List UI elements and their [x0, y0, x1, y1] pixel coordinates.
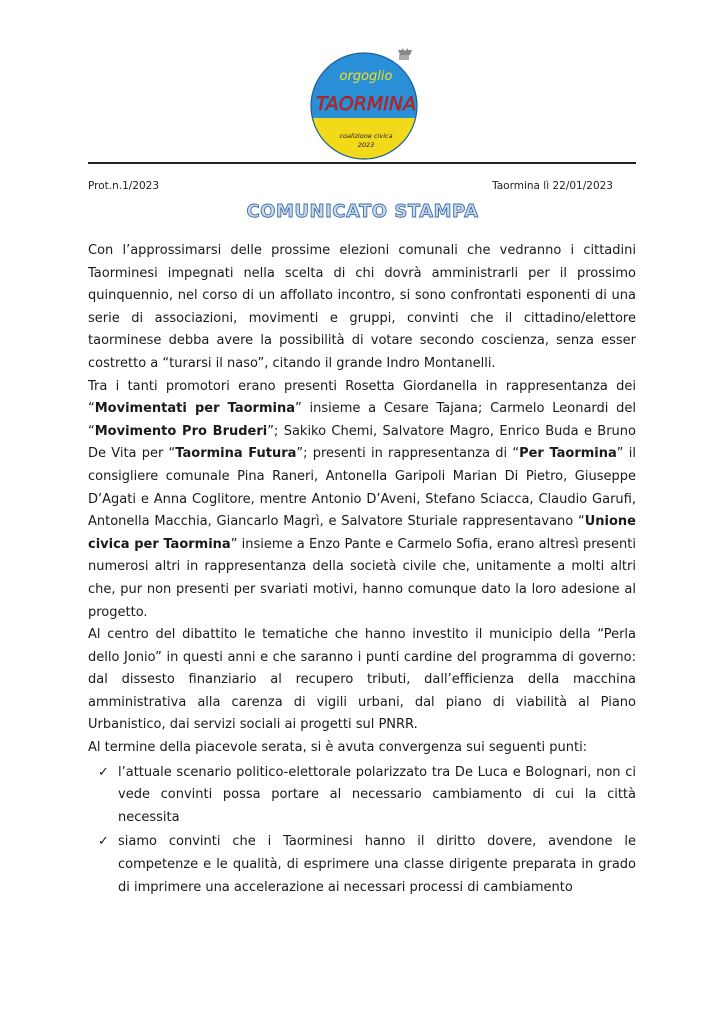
group-pro-bruderi: Movimento Pro Bruderi: [94, 423, 268, 439]
promoters-text-4: ”; presenti in rappresentanza di “: [296, 446, 520, 462]
promoters-text-3: ”; Sakiko Chemi, Salvatore Magro, Enrico Buda e Bruno De Vita per “: [88, 423, 636, 462]
checkmark-icon: ✓: [98, 834, 109, 850]
promoters-text-2: ” insieme a Cesare Tajana; Carmelo Leonardi del “: [88, 401, 636, 439]
logo-line4: 2023: [357, 141, 375, 149]
group-taormina-futura: Taormina Futura: [175, 446, 297, 462]
agreement-list: [88, 762, 636, 900]
group-movimentati: Movimentati per Taormina: [94, 401, 295, 417]
list-item-text: siamo convinti che i Taorminesi hanno il diritto dovere, avendone le competenze e le qualità, di esprimere una classe dirigente preparata in grado di imprimere una accelerazione ai necessari processi di cambiamento: [118, 834, 636, 895]
paragraph-promoters: [88, 376, 636, 625]
paragraph-conclusion: Al termine della piacevole serata, si è avuta convergenza sui seguenti punti:: [88, 740, 588, 756]
header-divider: [88, 162, 636, 164]
logo-line2: TAORMINA: [315, 93, 417, 115]
list-item-text: l’attuale scenario politico-elettorale polarizzato tra De Luca e Bolognari, non ci vede convinti possa portare al necessario cambiamento di cui la città necessita: [118, 764, 636, 825]
paragraph-intro: Con l’approssimarsi delle prossime elezioni comunali che vedranno i cittadini Taorminesi impegnati nella scelta di chi dovrà amministrarli per il prossimo quinquennio, nel corso di un affollato incontro, si sono confrontati esponenti di una serie di associazioni, movimenti e gruppi, convinti che il cittadino/elettore taorminese debba avere la possibilità di votare secondo coscienza, senza esser costretto a “turarsi il naso”, citando il grande Indro Montanelli.: [88, 243, 636, 371]
paragraph-debate: Al centro del dibattito le tematiche che hanno investito il municipio della “Perla dello Jonio” in questi anni e che saranno i punti cardine del programma di governo: dal dissesto finanziario al recupero tributi, dall’efficienza della macchina amministrativa alla carenza di vigili urbani, dal piano di viabilità al Piano Urbanistico, dai servizi sociali ai progetti sul PNRR.: [88, 627, 636, 733]
promoters-text-5: ” il consigliere comunale Pina Raneri, Antonella Garipoli Marian Di Pietro, Giuseppe D’Agati e Anna Coglitore, mentre Antonio D’Aveni, Stefano Sciacca, Claudio Garufi, Antonella Macchia, Giancarlo Magrì, e Salvatore Sturiale rappresentavano “: [88, 446, 636, 530]
promoters-text-1: Tra i tanti promotori erano presenti Rosetta Giordanella in rappresentanza dei “: [88, 378, 636, 417]
protocol-number: Prot.n.1/2023: [88, 180, 160, 192]
group-per-taormina: Per Taormina: [519, 446, 617, 462]
document-title: COMUNICATO STAMPA: [246, 201, 479, 222]
list-item: [88, 762, 636, 830]
coalition-logo: [306, 46, 430, 162]
promoters-text-6: ” insieme a Enzo Pante e Carmelo Sofia, erano altresì presenti numerosi altri in rappresentanza della società civile che, unitamente a molti altri che, pur non presenti per svariati motivi, hanno comunque dato la loro adesione al progetto.: [88, 536, 636, 620]
logo-line3: coalizione civica: [339, 132, 393, 140]
logo-line1: orgoglio: [339, 69, 393, 84]
group-unione-civica: Unione civica per Taormina: [88, 514, 636, 552]
seal-icon: [398, 48, 412, 60]
logo-emblem: [306, 46, 430, 162]
document-body: [88, 240, 636, 899]
checkmark-icon: ✓: [98, 764, 109, 780]
list-item: [88, 831, 636, 899]
document-date: Taormina lì 22/01/2023: [492, 180, 613, 192]
